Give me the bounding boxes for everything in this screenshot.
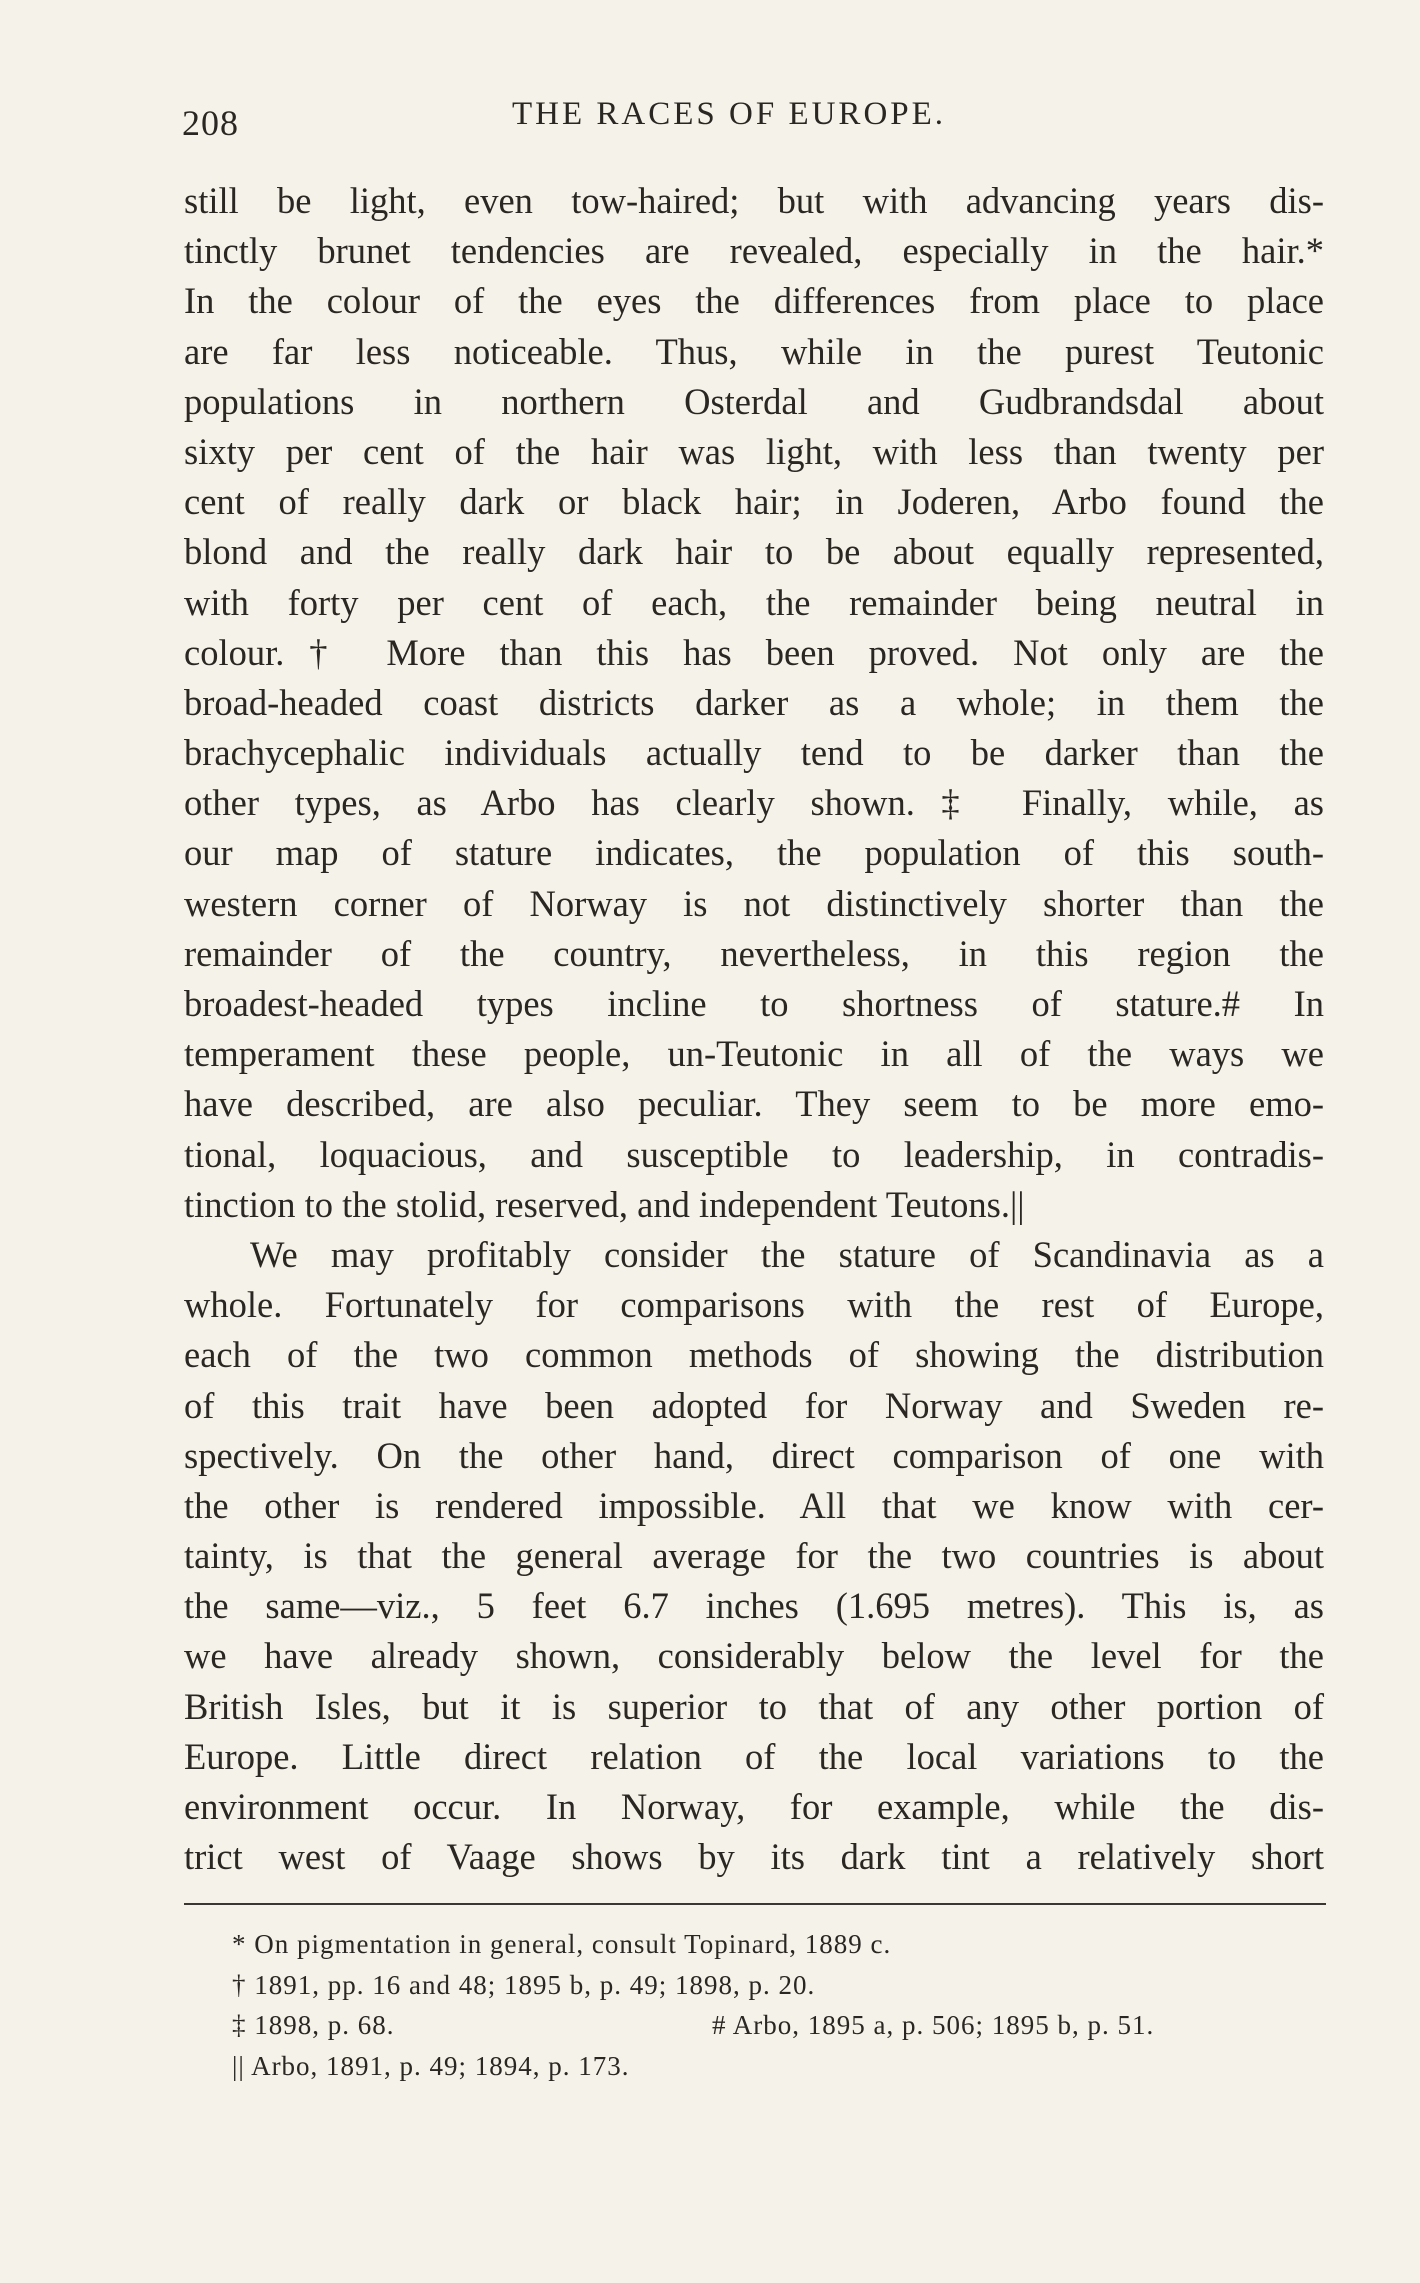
text-line: have described, are also peculiar. They seem to be more emo- (184, 1083, 1324, 1125)
footnote-row (232, 2005, 1332, 2046)
text-line: broadest-headed types incline to shortness of stature.# In (184, 983, 1324, 1024)
page-header (180, 92, 1326, 142)
text-line: the same—viz., 5 feet 6.7 inches (1.695 metres). This is, as (184, 1585, 1324, 1627)
footnote-rule (184, 1903, 1326, 1905)
text-line: are far less noticeable. Thus, while in the purest Teutonic (184, 330, 1324, 372)
text-line: our map of stature indicates, the population of this south- (184, 832, 1324, 874)
text-line: other types, as Arbo has clearly shown.‡ Finally, while, as (184, 782, 1324, 824)
text-line: sixty per cent of the hair was light, with less than twenty per (184, 430, 1324, 472)
text-line: tinction to the stolid, reserved, and independent Teutons.|| (184, 1183, 1025, 1225)
text-line: still be light, even tow-haired; but with advancing years dis- (184, 180, 1324, 221)
text-line: temperament these people, un-Teutonic in all of the ways we (184, 1033, 1324, 1075)
text-line: with forty per cent of each, the remainder being neutral in (184, 581, 1324, 623)
footnote: † 1891, pp. 16 and 48; 1895 b, p. 49; 1898, p. 20. (232, 1969, 816, 2000)
running-head: THE RACES OF EUROPE. (512, 96, 947, 132)
text-line: Europe. Little direct relation of the local variations to the (184, 1735, 1324, 1777)
text-line: tinctly brunet tendencies are revealed, especially in the hair.* (184, 230, 1324, 272)
text-line: blond and the really dark hair to be about equally represented, (184, 531, 1324, 573)
text-line: In the colour of the eyes the differences from place to place (184, 280, 1324, 322)
text-line: environment occur. In Norway, for example, while the dis- (184, 1786, 1324, 1827)
text-line: British Isles, but it is superior to that of any other portion of (184, 1685, 1324, 1727)
footnotes (232, 1924, 1332, 2086)
text-line: of this trait have been adopted for Norway and Sweden re- (184, 1384, 1324, 1426)
text-line: we have already shown, considerably below the level for the (184, 1635, 1324, 1677)
text-line: trict west of Vaage shows by its dark tint a relatively short (184, 1836, 1324, 1878)
footnote: ‡ 1898, p. 68. (232, 2010, 395, 2040)
text-line: spectively. On the other hand, direct comparison of one with (184, 1434, 1324, 1476)
text-line: brachycephalic individuals actually tend to be darker than the (184, 732, 1324, 774)
text-line: whole. Fortunately for comparisons with the rest of Europe, (184, 1284, 1324, 1326)
footnote: || Arbo, 1891, p. 49; 1894, p. 173. (232, 2050, 630, 2081)
footnote: # Arbo, 1895 a, p. 506; 1895 b, p. 51. (712, 2010, 1155, 2040)
page-number: 208 (182, 103, 239, 143)
text-line: We may profitably consider the stature of Scandinavia as a (250, 1233, 1324, 1275)
footnote: * On pigmentation in general, consult Topinard, 1889 c. (232, 1929, 892, 1959)
text-line: cent of really dark or black hair; in Joderen, Arbo found the (184, 481, 1324, 523)
text-line: colour.† More than this has been proved. Not only are the (184, 631, 1324, 673)
text-line: tional, loquacious, and susceptible to leadership, in contradis- (184, 1133, 1324, 1175)
text-line: broad-headed coast districts darker as a whole; in them the (184, 681, 1324, 723)
text-line: remainder of the country, nevertheless, in this region the (184, 932, 1324, 974)
text-line: populations in northern Osterdal and Gudbrandsdal about (184, 380, 1324, 422)
body-text (184, 176, 1324, 1882)
text-line: tainty, is that the general average for the two countries is about (184, 1535, 1324, 1577)
text-line: western corner of Norway is not distinctively shorter than the (184, 882, 1324, 924)
text-line: the other is rendered impossible. All that we know with cer- (184, 1484, 1324, 1526)
text-line: each of the two common methods of showing the distribution (184, 1334, 1324, 1376)
